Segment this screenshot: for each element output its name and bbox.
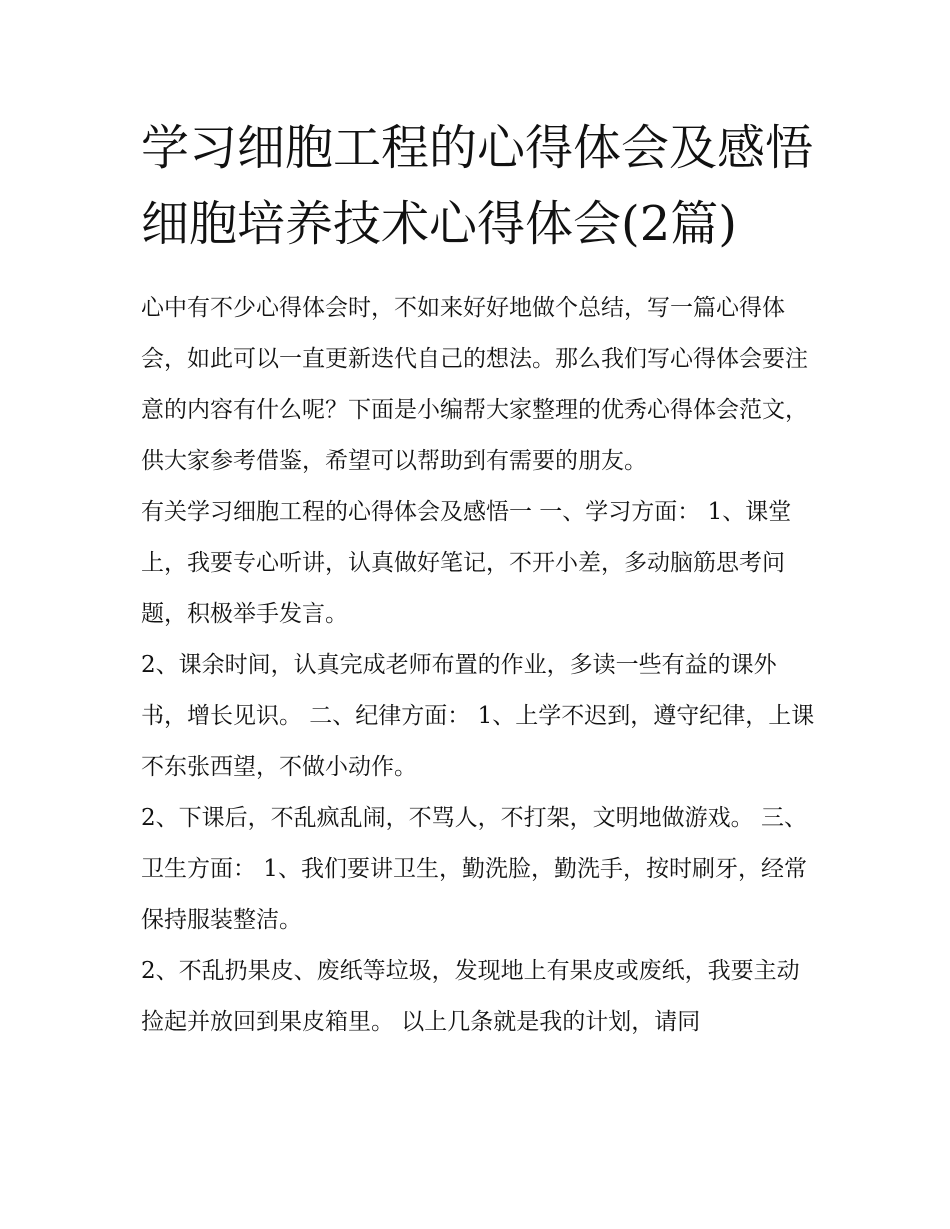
document-title: 学习细胞工程的心得体会及感悟 细胞培养技术心得体会(2篇) xyxy=(141,120,814,252)
paragraph-hygiene: 2、下课后，不乱疯乱闹，不骂人，不打架，文明地做游戏。 三、卫生方面： 1、我们要讲卫生，勤洗脸，勤洗手，按时刷牙，经常保持服装整洁。 xyxy=(141,805,807,933)
paragraph-discipline: 2、课余时间，认真完成老师布置的作业，多读一些有益的课外书，增长见识。 二、纪律方面： 1、上学不迟到，遵守纪律，上课不东张西望，不做小动作。 xyxy=(141,652,815,780)
paragraph-intro: 心中有不少心得体会时，不如来好好地做个总结，写一篇心得体会，如此可以一直更新迭代自己的想法。那么我们写心得体会要注意的内容有什么呢？下面是小编帮大家整理的优秀心得体会范文，供大家参考借鉴，希望可以帮助到有需要的朋友。 xyxy=(141,295,808,474)
paragraph-study: 有关学习细胞工程的心得体会及感悟一 一、学习方面： 1、课堂上，我要专心听讲，认真做好笔记，不开小差，多动脑筋思考问题，积极举手发言。 xyxy=(141,499,792,627)
document-body xyxy=(141,283,821,1048)
document-content xyxy=(141,110,821,1048)
paragraph-litter: 2、不乱扔果皮、废纸等垃圾，发现地上有果皮或废纸，我要主动捡起并放回到果皮箱里。 以上几条就是我的计划，请同 xyxy=(141,958,800,1035)
